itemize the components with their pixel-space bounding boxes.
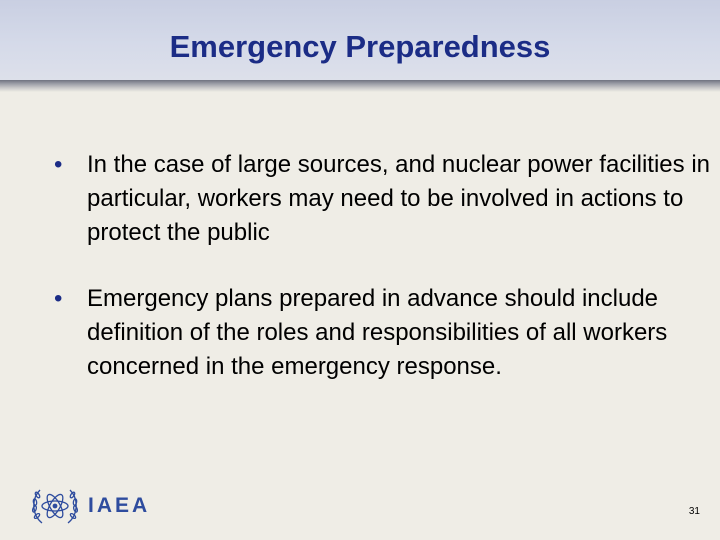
bullet-item bbox=[50, 282, 710, 384]
page-number: 31 bbox=[688, 506, 700, 517]
bullet-marker: • bbox=[54, 151, 63, 178]
iaea-emblem-icon bbox=[28, 483, 82, 531]
bullet-list bbox=[50, 148, 710, 384]
bullet-item bbox=[50, 148, 710, 250]
bullet-text: Emergency plans prepared in advance should include definition of the roles and responsibilities of all workers concerned in the emergency response. bbox=[87, 285, 668, 380]
organization-name: IAEA bbox=[88, 494, 151, 517]
slide-title: Emergency Preparedness bbox=[169, 29, 551, 64]
bullet-marker: • bbox=[54, 285, 63, 312]
bullet-text: In the case of large sources, and nuclear power facilities in particular, workers may need to be involved in actions to protect the public bbox=[87, 151, 711, 246]
title-divider bbox=[0, 80, 720, 92]
